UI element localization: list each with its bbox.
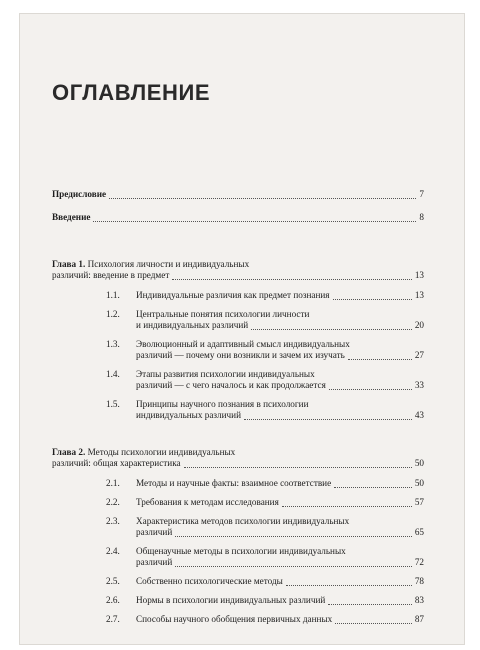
section-title-line2: различий — почему они возникли и зачем их изучать: [136, 350, 345, 360]
section-title: Собственно психологические методы: [136, 576, 283, 586]
entry-label: Предисловие: [52, 189, 107, 199]
section-number: 2.2.: [106, 497, 120, 507]
section-number: 2.6.: [106, 595, 120, 605]
page-number: 65: [414, 527, 424, 537]
page-number: 83: [414, 595, 424, 605]
section-number: 2.4.: [106, 546, 120, 556]
page-number: 13: [414, 270, 424, 280]
section-number: 1.5.: [106, 399, 120, 409]
dot-leader: [175, 566, 412, 567]
page-number: 78: [414, 576, 424, 586]
page-number: 50: [414, 478, 424, 488]
page-number: 7: [419, 189, 424, 199]
section-title: Эволюционный и адаптивный смысл индивидуальных: [136, 339, 350, 349]
section-title: Центральные понятия психологии личности: [136, 309, 310, 319]
dot-leader: [251, 329, 412, 330]
section-title: Этапы развития психологии индивидуальных: [136, 369, 315, 379]
book-page: [20, 14, 464, 644]
dot-leader: [329, 389, 412, 390]
page-number: 43: [414, 410, 424, 420]
chapter-title-text: Психология личности и индивидуальных: [87, 259, 250, 269]
chapter-title-line: [52, 259, 249, 270]
section-title: Способы научного обобщения первичных данных: [136, 614, 333, 624]
page-number: 8: [419, 212, 424, 222]
section-number: 1.2.: [106, 309, 120, 319]
section-number: 1.4.: [106, 369, 120, 379]
page-number: 50: [414, 458, 424, 468]
chapter-title-line2: различий: введение в предмет: [52, 270, 170, 280]
section-number: 2.1.: [106, 478, 120, 488]
toc-entry-front: [52, 189, 424, 201]
dot-leader: [334, 487, 412, 488]
section-title: Требования к методам исследования: [136, 497, 279, 507]
entry-label: Введение: [52, 212, 91, 222]
section-number: 1.3.: [106, 339, 120, 349]
section-number: 2.7.: [106, 614, 120, 624]
toc-entry-front: [52, 212, 424, 224]
dot-leader: [244, 419, 412, 420]
dot-leader: [109, 198, 416, 199]
chapter-title-line2: различий: общая характеристика: [52, 458, 181, 468]
chapter-title-text: Методы психологии индивидуальных: [87, 447, 236, 457]
section-number: 2.5.: [106, 576, 120, 586]
dot-leader: [175, 536, 412, 537]
section-title: Нормы в психологии индивидуальных различий: [136, 595, 326, 605]
dot-leader: [286, 585, 412, 586]
page-number: 20: [414, 320, 424, 330]
dot-leader: [93, 221, 416, 222]
chapter-prefix: Глава 1.: [52, 259, 86, 269]
page-number: 72: [414, 557, 424, 567]
dot-leader: [328, 604, 412, 605]
dot-leader: [172, 279, 411, 280]
page-number: 33: [414, 380, 424, 390]
dot-leader: [184, 467, 412, 468]
section-title-line2: различий: [136, 557, 173, 567]
section-title: Методы и научные факты: взаимное соответствие: [136, 478, 332, 488]
section-title-line2: различий — с чего началось и как продолжается: [136, 380, 326, 390]
page-number: 13: [414, 290, 424, 300]
section-number: 2.3.: [106, 516, 120, 526]
dot-leader: [333, 299, 412, 300]
section-title-line2: различий: [136, 527, 173, 537]
section-number: 1.1.: [106, 290, 120, 300]
dot-leader: [335, 623, 412, 624]
section-title: Характеристика методов психологии индивидуальных: [136, 516, 350, 526]
section-title: Принципы научного познания в психологии: [136, 399, 309, 409]
dot-leader: [282, 506, 412, 507]
section-title-line2: индивидуальных различий: [136, 410, 241, 420]
section-title: Общенаучные методы в психологии индивидуальных: [136, 546, 346, 556]
page-number: 57: [414, 497, 424, 507]
page-number: 87: [414, 614, 424, 624]
chapter-prefix: Глава 2.: [52, 447, 86, 457]
page-title: ОГЛАВЛЕНИЕ: [52, 80, 211, 105]
page-number: 27: [414, 350, 424, 360]
dot-leader: [348, 359, 412, 360]
section-title: Индивидуальные различия как предмет познания: [136, 290, 330, 300]
chapter-title-line: [52, 447, 235, 458]
section-title-line2: и индивидуальных различий: [136, 320, 249, 330]
